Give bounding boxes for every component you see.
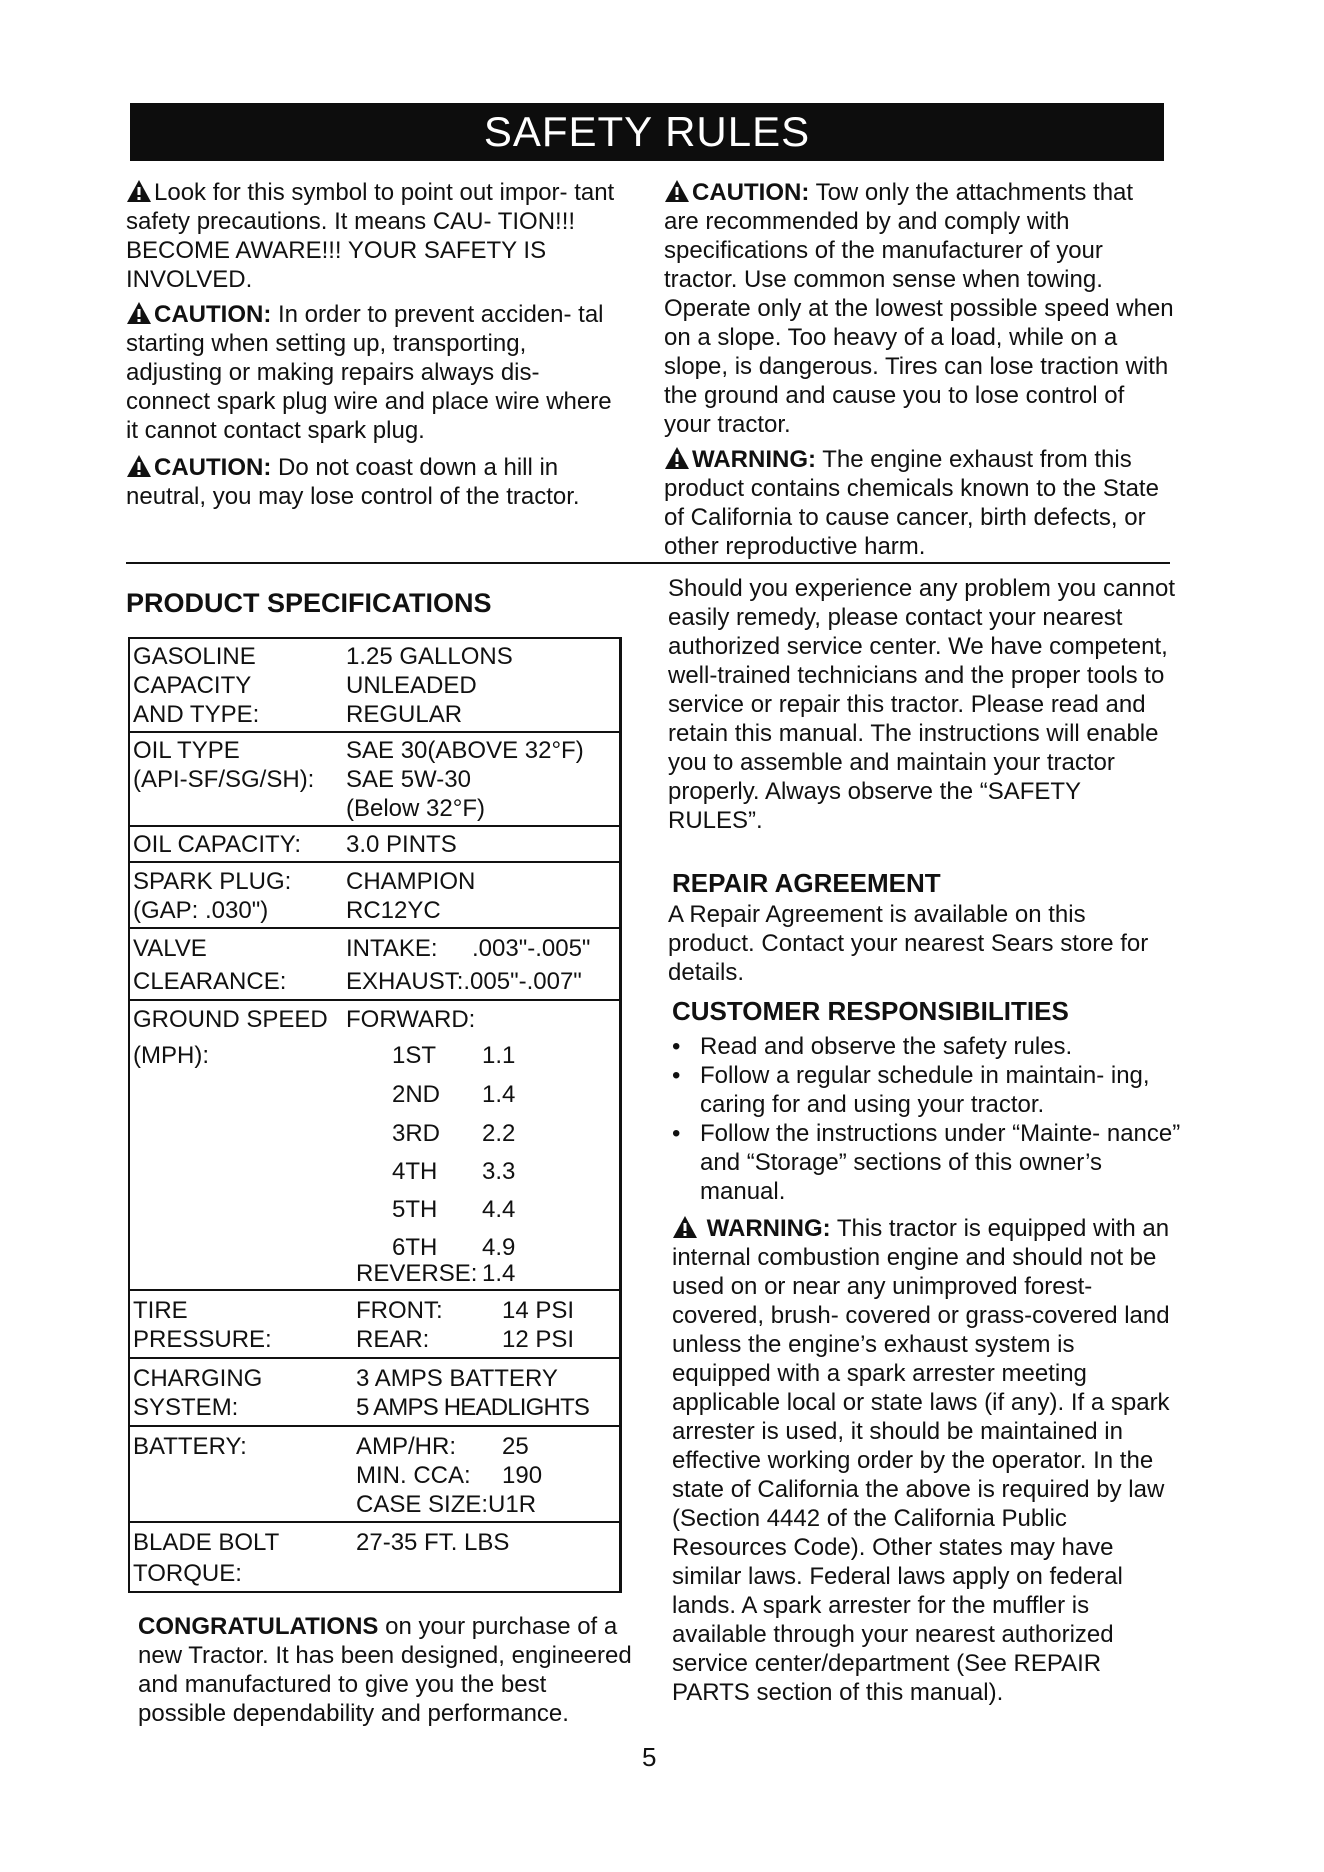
intro-text: Look for this symbol to point out impor- tant safety precautions. It means CAU- TION!!! BECOME AWARE!!! YOUR SAFETY IS INVOLVED.: [126, 179, 615, 293]
spec-row-valve: [130, 927, 619, 999]
list-item-text: Follow a regular schedule in maintain- ing, caring for and using your tractor.: [700, 1062, 1150, 1118]
exhaust-warning-paragraph: [664, 445, 1174, 561]
spec-label: GROUND SPEED: [133, 1006, 328, 1033]
spec-label: CAPACITY: [133, 672, 252, 699]
gear-label: 4TH: [392, 1158, 438, 1185]
warning-triangle-icon: [672, 1215, 698, 1239]
warning-text: This tractor is equipped with an internal combustion engine and should not be used on or near any unimproved forest-covered, brush- covered or grass-covered land unless the engine’s exhaust system is equipped with a spark arrester meeting applicable local or state laws (if any). If a spark arrester is used, it should be maintained in effective working order by the operator. In the state of California the above is required by law (Section 4442 of the California Public Resources Code). Other states may have similar laws. Federal laws apply on federal lands. A spark arrester for the muffler is available through your nearest authorized service center/department (See REPAIR PARTS section of this manual).: [672, 1215, 1170, 1706]
spec-value: FORWARD:: [346, 1006, 476, 1033]
caution-label: CAUTION:: [154, 454, 272, 481]
spec-row-blade-bolt: [130, 1521, 619, 1593]
spec-value: REAR:: [356, 1326, 430, 1353]
warning-text: The engine exhaust from this product contains chemicals known to the State of California to cause cancer, birth defects, or other reproductive harm.: [664, 446, 1159, 560]
spec-label: (GAP: .030"): [133, 897, 269, 924]
spec-row-gasoline: [130, 639, 619, 731]
spec-value: REGULAR: [346, 701, 463, 728]
warning-triangle-icon: [126, 301, 152, 325]
spec-label: PRESSURE:: [133, 1326, 272, 1353]
page-title: SAFETY RULES: [130, 103, 1164, 161]
spec-value: CHAMPION: [346, 868, 476, 895]
tow-caution-paragraph: [664, 178, 1174, 439]
spec-value: SAE 30(ABOVE 32°F): [346, 737, 584, 764]
warning-label: WARNING:: [692, 446, 816, 473]
spec-label: AND TYPE:: [133, 701, 260, 728]
spec-label: SYSTEM:: [133, 1394, 239, 1421]
gear-speed: 4.9: [482, 1234, 516, 1261]
gear-label: 5TH: [392, 1196, 438, 1223]
spec-row-oil-capacity: [130, 825, 619, 861]
service-paragraph: Should you experience any problem you cannot easily remedy, please contact your nearest authorized service center. We have competent, well-trained technicians and the proper tools to service or repair this tractor. Please read and retain this manual. The instructions will enable you to assemble and maintain your tractor properly. Always observe the “SAFETY RULES”.: [668, 575, 1175, 834]
spec-value: AMP/HR:: [356, 1433, 457, 1460]
reverse-speed: 1.4: [482, 1260, 516, 1287]
spec-value: EXHAUST:.005"-.007": [346, 968, 582, 995]
spec-value: UNLEADED: [346, 672, 477, 699]
bullet-icon: •: [672, 1120, 681, 1147]
spec-label: (API-SF/SG/SH):: [133, 766, 315, 793]
spec-label: SPARK PLUG:: [133, 868, 292, 895]
spec-label: CHARGING: [133, 1365, 263, 1392]
caution-text: Tow only the attachments that are recommended by and comply with specifications of the manufacturer of your tractor. Use common sense when towing. Operate only at the lowest possible speed when on a slope. Too heavy of a load, while on a slope, is dangerous. Tires can lose traction with the ground and cause you to lose control of your tractor.: [664, 179, 1174, 438]
spec-row-battery: [130, 1425, 619, 1521]
spec-value: (Below 32°F): [346, 795, 485, 822]
bullet-icon: •: [672, 1033, 681, 1060]
responsibilities-list: [668, 1032, 1188, 1206]
spec-label: BATTERY:: [133, 1433, 247, 1460]
caution-label: CAUTION:: [692, 179, 810, 206]
spec-value: 3.0 PINTS: [346, 831, 457, 858]
spec-value: MIN. CCA:: [356, 1462, 471, 1489]
spec-row-spark-plug: [130, 861, 619, 927]
spec-label: (MPH):: [133, 1042, 209, 1069]
list-item: [668, 1032, 1188, 1061]
spec-value: 5 AMPS HEADLIGHTS: [356, 1394, 590, 1421]
spec-value: .003"-.005": [472, 935, 591, 962]
gear-speed: 2.2: [482, 1120, 516, 1147]
section-divider: [126, 562, 1170, 564]
specs-title: PRODUCT SPECIFICATIONS: [126, 588, 492, 618]
repair-agreement-title: REPAIR AGREEMENT: [672, 868, 941, 898]
customer-responsibilities-title: CUSTOMER RESPONSIBILITIES: [672, 996, 1069, 1026]
gear-label: 1ST: [392, 1042, 437, 1069]
gear-speed: 1.4: [482, 1081, 516, 1108]
congratulations-paragraph: [138, 1612, 634, 1728]
spec-value: 14 PSI: [502, 1297, 575, 1324]
spec-label: VALVE: [133, 935, 207, 962]
spec-row-tire: [130, 1289, 619, 1357]
gear-speed: 4.4: [482, 1196, 516, 1223]
spec-value: 190: [502, 1462, 543, 1489]
warning-triangle-icon: [126, 179, 152, 203]
warning-triangle-icon: [664, 446, 690, 470]
spec-label: BLADE BOLT: [133, 1529, 280, 1556]
spec-value: 3 AMPS BATTERY: [356, 1365, 558, 1392]
gear-label: 3RD: [392, 1120, 441, 1147]
gear-speed: 1.1: [482, 1042, 516, 1069]
caution-paragraph-2: [126, 453, 626, 511]
spec-label: OIL TYPE: [133, 737, 240, 764]
spark-arrester-warning-paragraph: [672, 1214, 1178, 1707]
list-item: [668, 1119, 1188, 1206]
congratulations-label: CONGRATULATIONS: [138, 1613, 379, 1640]
spec-value: 27-35 FT. LBS: [356, 1529, 510, 1556]
congratulations-text: on your purchase of a new Tractor. It has been designed, engineered and manufactured to give you the best possible dependability and performance.: [138, 1613, 632, 1727]
spec-value: FRONT:: [356, 1297, 443, 1324]
spec-label: TIRE: [133, 1297, 188, 1324]
warning-triangle-icon: [126, 454, 152, 478]
gear-label: 2ND: [392, 1081, 441, 1108]
list-item-text: Read and observe the safety rules.: [700, 1033, 1073, 1060]
spec-value: 12 PSI: [502, 1326, 575, 1353]
reverse-label: REVERSE:: [356, 1260, 478, 1287]
spec-row-ground-speed: [130, 999, 619, 1289]
spec-row-oil-type: [130, 731, 619, 825]
spec-table: [128, 637, 622, 1593]
spec-value: CASE SIZE:U1R: [356, 1491, 537, 1518]
caution-text: Do not coast down a hill in neutral, you may lose control of the tractor.: [126, 454, 580, 510]
gear-speed: 3.3: [482, 1158, 516, 1185]
warning-triangle-icon: [664, 179, 690, 203]
caution-text: In order to prevent acciden- tal starting when setting up, transporting, adjusting or making repairs always dis- connect spark plug wire and place wire where it cannot contact spark plug.: [126, 301, 612, 444]
list-item: [668, 1061, 1188, 1119]
repair-agreement-text: A Repair Agreement is available on this product. Contact your nearest Sears store for details.: [668, 901, 1149, 986]
intro-paragraph: [126, 178, 626, 294]
spec-row-charging: [130, 1357, 619, 1425]
spec-label: TORQUE:: [133, 1560, 242, 1587]
spec-value: RC12YC: [346, 897, 441, 924]
spec-label: CLEARANCE:: [133, 968, 287, 995]
spec-value: 1.25 GALLONS: [346, 643, 513, 670]
page-number: 5: [642, 1742, 657, 1772]
bullet-icon: •: [672, 1062, 681, 1089]
gear-label: 6TH: [392, 1234, 438, 1261]
caution-paragraph-1: [126, 300, 626, 445]
spec-value: SAE 5W-30: [346, 766, 471, 793]
spec-label: OIL CAPACITY:: [133, 831, 302, 858]
warning-label: WARNING:: [706, 1215, 831, 1242]
list-item-text: Follow the instructions under “Mainte- nance” and “Storage” sections of this owner’s manual.: [700, 1120, 1181, 1205]
spec-value: 25: [502, 1433, 529, 1460]
spec-value: INTAKE:: [346, 935, 438, 962]
spec-label: GASOLINE: [133, 643, 256, 670]
caution-label: CAUTION:: [154, 301, 272, 328]
